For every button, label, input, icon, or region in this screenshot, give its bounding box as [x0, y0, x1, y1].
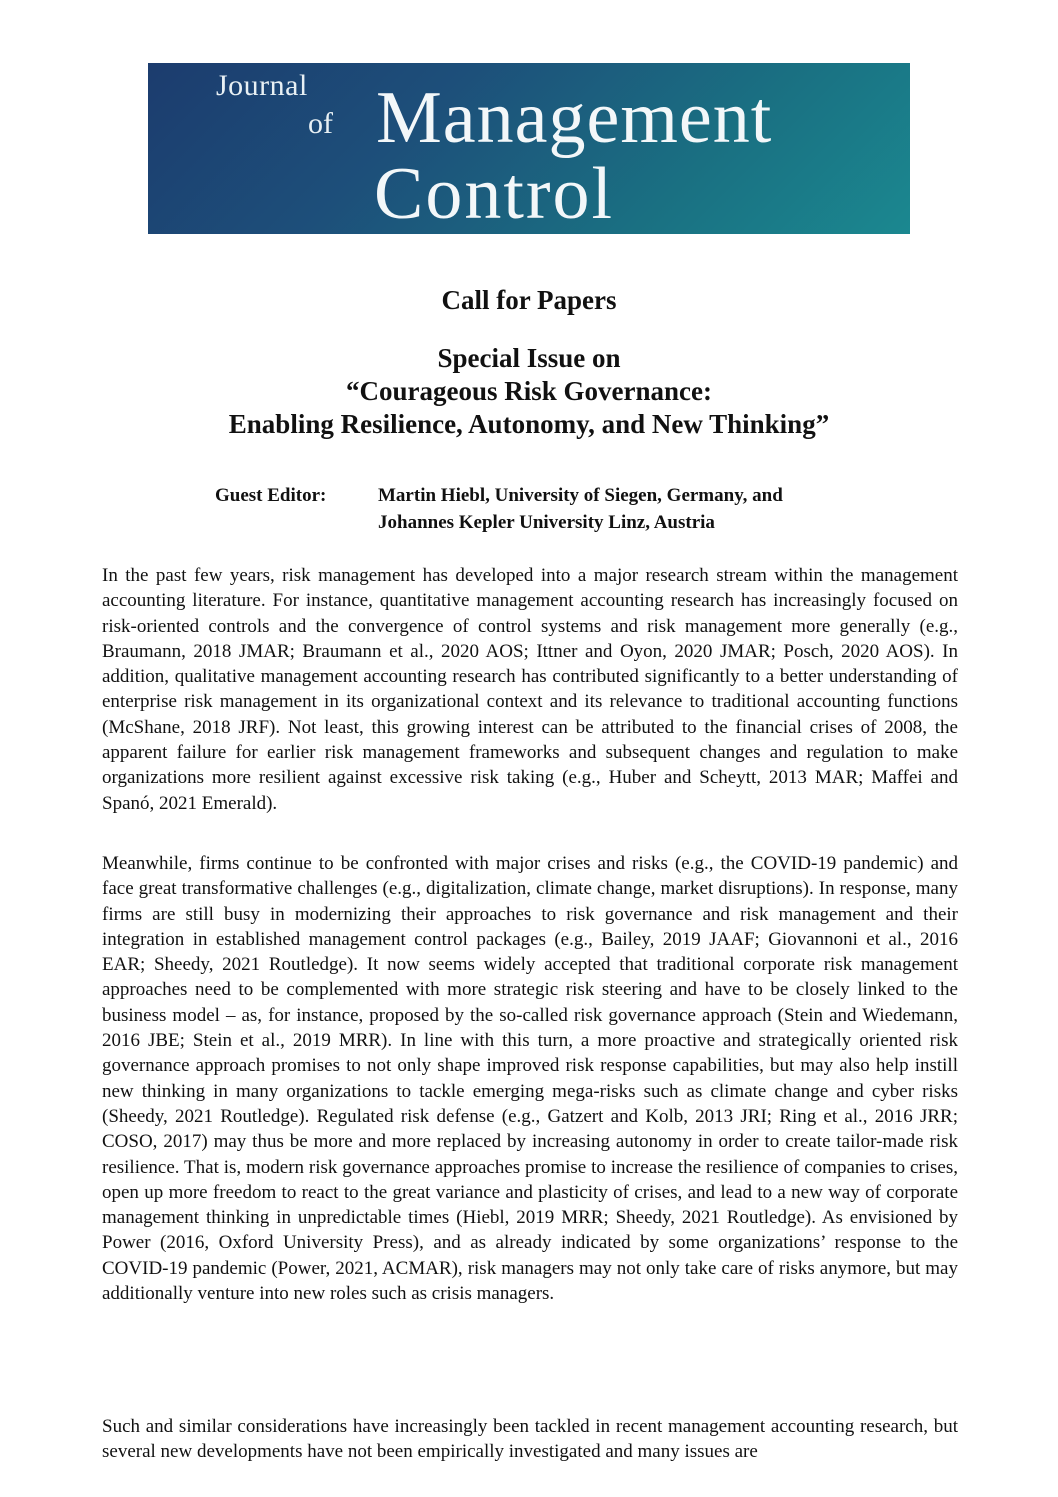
logo-word-control: Control — [374, 153, 615, 234]
logo-word-management: Management — [376, 77, 773, 159]
body-paragraph-1: In the past few years, risk management has developed into a major research stream within the management accounting literature. For instance, quantitative management accounting research has increasingly focused on risk-oriented controls and the convergence of control systems and risk management more generally (e.g., Braumann, 2018 JMAR; Braumann et al., 2020 AOS; Ittner and Oyon, 2020 JMAR; Posch, 2020 AOS). In addition, qualitative management accounting research has contributed significantly to a better understanding of enterprise risk management in its organizational context and its relevance to traditional accounting functions (McShane, 2018 JRF). Not least, this growing interest can be attributed to the financial crises of 2008, the apparent failure for earlier risk management frameworks and subsequent changes and regulation to make organizations more resilient against excessive risk taking (e.g., Huber and Scheytt, 2013 MAR; Maffei and Spanó, 2021 Emerald). — [102, 565, 958, 814]
journal-logo-banner — [148, 63, 910, 234]
body-paragraph-3: Such and similar considerations have increasingly been tackled in recent management accounting research, but several new developments have not been empirically investigated and many issues are — [102, 1416, 958, 1463]
body-paragraph-2: Meanwhile, firms continue to be confronted with major crises and risks (e.g., the COVID-19 pandemic) and face great transformative challenges (e.g., digitalization, climate change, market disruptions). In response, many firms are still busy in modernizing their approaches to risk governance and risk management and their integration in established management control packages (e.g., Bailey, 2019 JAAF; Giovannoni et al., 2016 EAR; Sheedy, 2021 Routledge). It now seems widely accepted that traditional corporate risk management approaches need to be complemented with more strategic risk steering and have to be closely linked to the business model – as, for instance, proposed by the so-called risk governance approach (Stein and Wiedemann, 2016 JBE; Stein et al., 2019 MRR). In line with this turn, a more proactive and strategically oriented risk governance approach promises to not only shape improved risk response capabilities, but may also help instill new thinking in many organizations to tackle emerging mega-risks such as climate change and cyber risks (Sheedy, 2021 Routledge). Regulated risk defense (e.g., Gatzert and Kolb, 2013 JRI; Ring et al., 2016 JRR; COSO, 2017) may thus be more and more replaced by increasing autonomy in order to create tailor-made risk resilience. That is, modern risk governance approaches promise to increase the resilience of companies to crises, open up more freedom to react to the great variance and plasticity of crises, and lead to a new way of corporate management thinking in unpredictable times (Hiebl, 2019 MRR; Sheedy, 2021 Routledge). As envisioned by Power (2016, Oxford University Press), and as already indicated by some organizations’ response to the COVID-19 pandemic (Power, 2021, ACMAR), risk managers may not only take care of risks anymore, but may additionally venture into new roles such as crisis managers. — [102, 853, 958, 1305]
special-issue-line-1: Special Issue on — [437, 343, 621, 373]
guest-editor-label: Guest Editor: — [215, 485, 327, 506]
call-for-papers-heading: Call for Papers — [441, 285, 617, 315]
special-issue-line-2: “Courageous Risk Governance: — [346, 376, 712, 406]
logo-word-journal: Journal — [216, 69, 308, 102]
guest-editor-affiliation-1: Martin Hiebl, University of Siegen, Germany, and — [378, 485, 783, 506]
special-issue-line-3: Enabling Resilience, Autonomy, and New Thinking” — [228, 409, 830, 439]
logo-word-of: of — [308, 107, 333, 140]
special-issue-title — [0, 342, 1058, 441]
guest-editor-affiliation-2: Johannes Kepler University Linz, Austria — [378, 512, 715, 533]
